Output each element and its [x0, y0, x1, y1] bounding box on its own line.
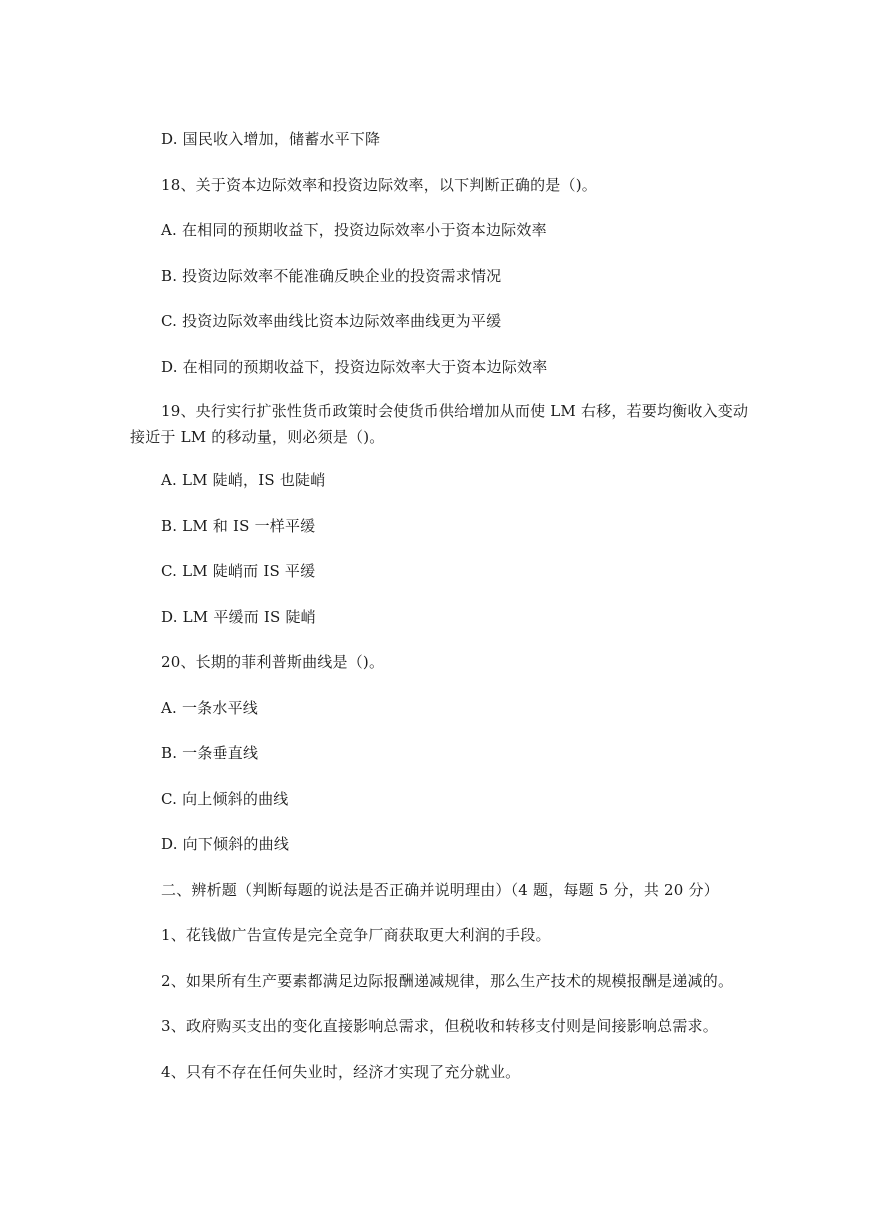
q18-stem: 18、关于资本边际效率和投资边际效率，以下判断正确的是（)。 [161, 176, 597, 194]
q20-option-b: B. 一条垂直线 [161, 744, 259, 762]
q19-option-a: A. LM 陡峭，IS 也陡峭 [161, 471, 326, 489]
q18-option-d: D. 在相同的预期收益下，投资边际效率大于资本边际效率 [161, 358, 548, 376]
q19-option-d: D. LM 平缓而 IS 陡峭 [161, 608, 316, 626]
q20-option-a: A. 一条水平线 [161, 699, 258, 717]
q19-option-c: C. LM 陡峭而 IS 平缓 [161, 562, 316, 580]
q20-stem: 20、长期的菲利普斯曲线是（)。 [161, 653, 385, 671]
section2-item-4: 4、只有不存在任何失业时，经济才实现了充分就业。 [161, 1063, 521, 1081]
q18-option-a: A. 在相同的预期收益下，投资边际效率小于资本边际效率 [161, 221, 547, 239]
section2-heading: 二、辨析题（判断每题的说法是否正确并说明理由）（4 题，每题 5 分，共 20 分） [161, 881, 719, 899]
q17-option-d: D. 国民收入增加，储蓄水平下降 [161, 130, 381, 148]
q20-option-d: D. 向下倾斜的曲线 [161, 835, 290, 853]
q18-option-c: C. 投资边际效率曲线比资本边际效率曲线更为平缓 [161, 312, 502, 330]
q19-option-b: B. LM 和 IS 一样平缓 [161, 517, 316, 535]
q19-stem: 19、央行实行扩张性货币政策时会使货币供给增加从而使 LM 右移，若要均衡收入变动接近于 LM 的移动量，则必须是（)。 [130, 402, 749, 446]
section2-item-1: 1、花钱做广告宣传是完全竞争厂商获取更大利润的手段。 [161, 926, 551, 944]
q20-option-c: C. 向上倾斜的曲线 [161, 790, 289, 808]
q18-option-b: B. 投资边际效率不能准确反映企业的投资需求情况 [161, 267, 502, 285]
section2-item-3: 3、政府购买支出的变化直接影响总需求，但税收和转移支付则是间接影响总需求。 [161, 1017, 718, 1035]
section2-item-2: 2、如果所有生产要素都满足边际报酬递减规律，那么生产技术的规模报酬是递减的。 [161, 972, 734, 990]
